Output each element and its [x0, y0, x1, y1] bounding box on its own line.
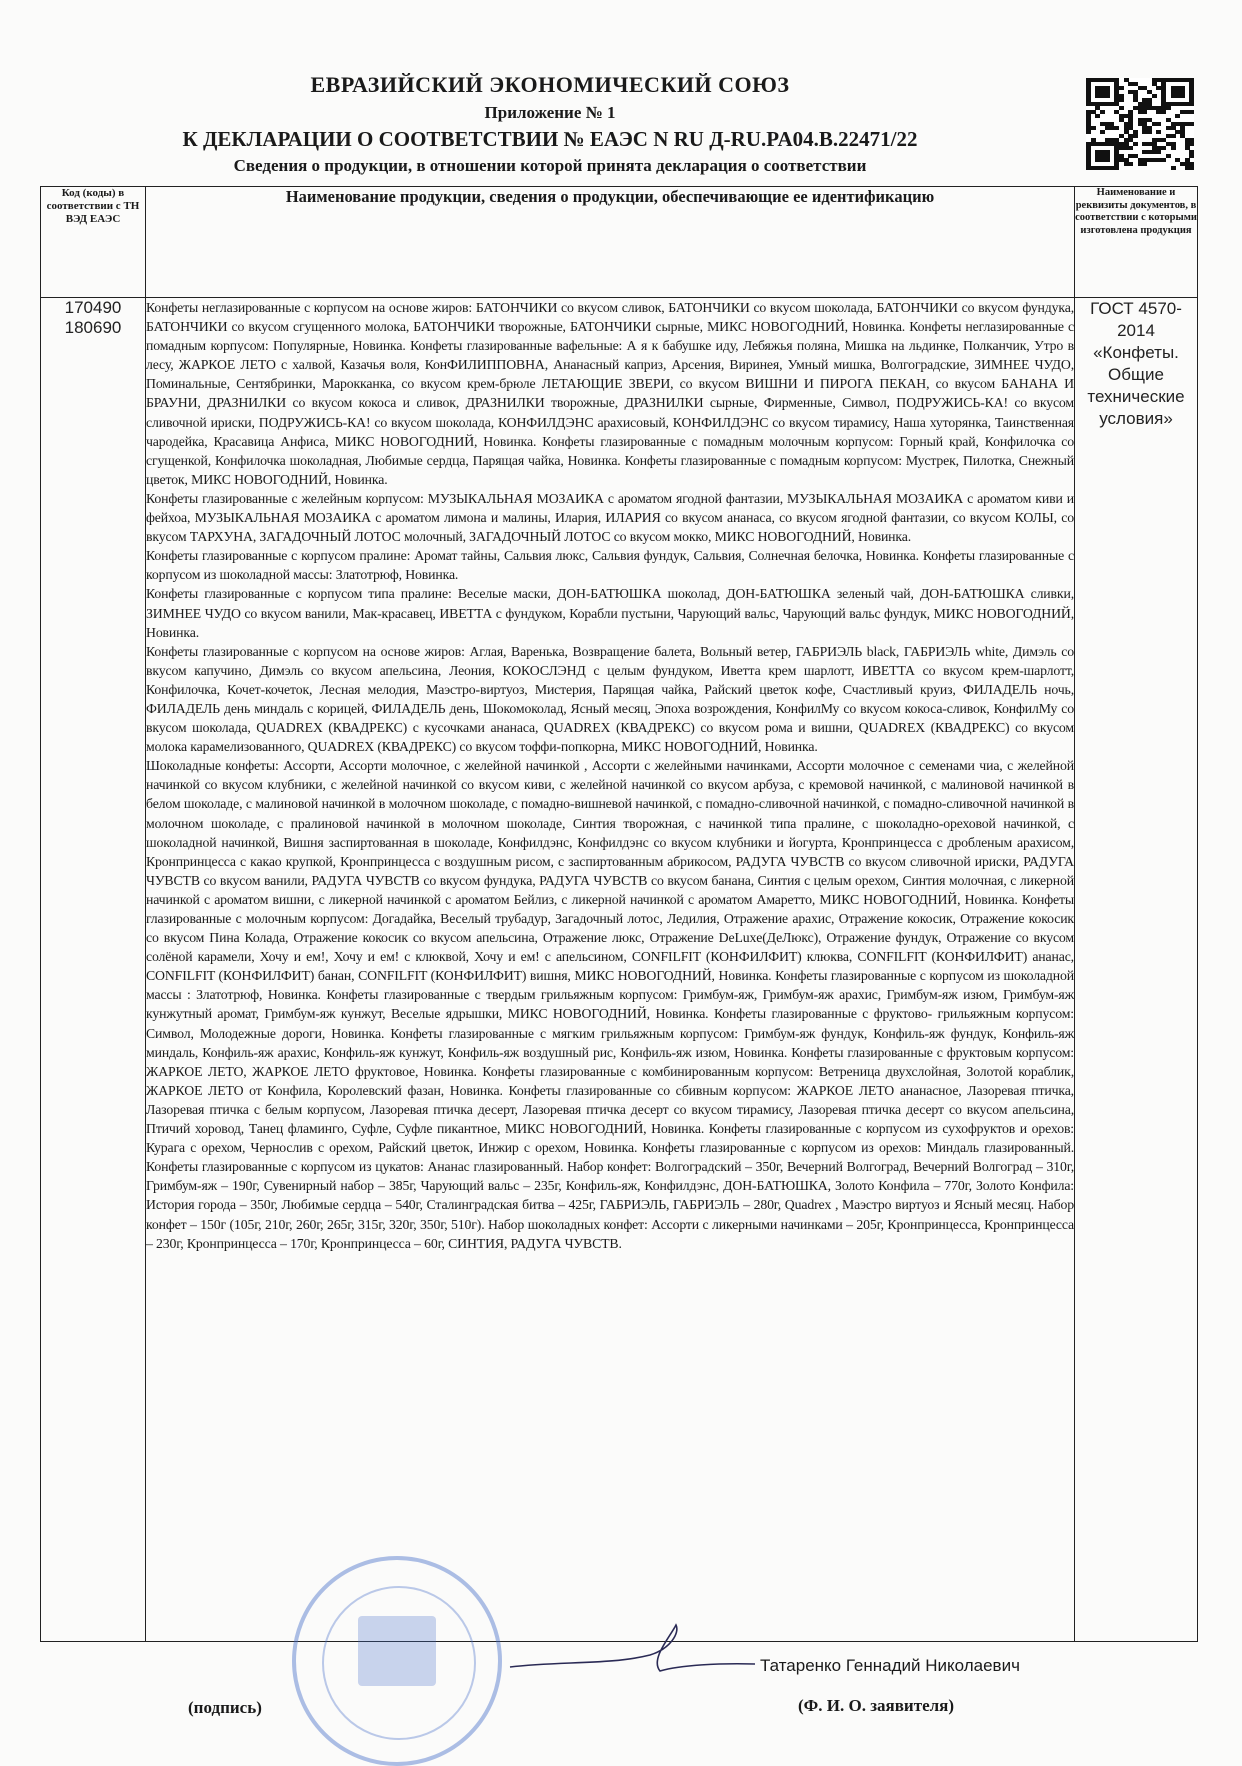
qr-module [1156, 130, 1161, 134]
document-column-header: Наименование и реквизиты документов, в соответствии с которыми изготовлена продукция [1075, 187, 1198, 298]
seal-stamp-icon [292, 1556, 502, 1766]
qr-module [1091, 126, 1096, 130]
product-paragraph: Конфеты глазированные с желейным корпусом: МУЗЫКАЛЬНАЯ МОЗАИКА с ароматом ягодной фантазии, МУЗЫКАЛЬНАЯ МОЗАИКА с ароматом киви и фейхоа, МУЗЫКАЛЬНАЯ МОЗАИКА с ароматом лимона и малины, Илария, ИЛАРИЯ со вкусом ананаса, со вкусом ягодной фантазии, со вкусом КОЛЫ, со вкусом ТАРХУНА, ЗАГАДОЧНЫЙ ЛОТОС молочный, ЗАГАДОЧНЫЙ ЛОТОС со вкусом мокко, МИКС НОВОГОДНИЙ, Новинка. [146, 490, 1074, 545]
qr-module [1119, 106, 1124, 110]
qr-module [1100, 130, 1105, 134]
product-paragraph: Конфеты глазированные с корпусом пралине: Аромат тайны, Сальвия люкс, Сальвия фундук, Сальвия, Солнечная белочка, Новинка. Конфеты глазированные с корпусом из шоколадной массы: Златотрюф, Новинка. [146, 548, 1074, 583]
declaration-number: К ДЕКЛАРАЦИИ О СООТВЕТСТВИИ № ЕАЭС N RU Д-RU.PA04.B.22471/22 [182, 127, 918, 151]
qr-module [1105, 158, 1110, 162]
qr-module [1175, 114, 1180, 118]
qr-module [1142, 162, 1147, 166]
qr-module [1133, 134, 1138, 138]
qr-module [1119, 98, 1124, 102]
hs-code: 170490 [64, 298, 122, 317]
product-description-cell [146, 298, 1075, 1642]
qr-module [1171, 146, 1176, 150]
qr-module [1161, 146, 1166, 150]
qr-module [1152, 94, 1157, 98]
code-column-header: Код (коды) в соответствии с ТН ВЭД ЕАЭС [41, 187, 146, 298]
fio-label: (Ф. И. О. заявителя) [798, 1696, 955, 1715]
qr-module [1189, 142, 1194, 146]
qr-module [1161, 110, 1166, 114]
qr-module [1086, 130, 1091, 134]
qr-module [1105, 94, 1110, 98]
qr-module [1161, 158, 1166, 162]
union-title: ЕВРАЗИЙСКИЙ ЭКОНОМИЧЕСКИЙ СОЮЗ [310, 72, 790, 97]
product-paragraph: Конфеты глазированные с корпусом на основе жиров: Аглая, Варенька, Возвращение балета, Вольный ветер, ГАБРИЭЛЬ black, ГАБРИЭЛЬ white, Димэль со вкусом капучино, Димэль со вкусом апельсина, Леония, КОКОСЛЭНД с целым фундуком, Иветта крем шарлотт, ИВЕТТА со вкусом крем-шарлотт, Конфилочка, Кочет-кочеток, Лесная мелодия, Маэстро-виртуоз, Мистерия, Парящая чайка, Райский цветок кофе, Счастливый круиз, ФИЛАДЕЛЬ ночь, ФИЛАДЕЛЬ день миндаль с корицей, ФИЛАДЕЛЬ день, Шокомоколад, Ясный месяц, Эпоха возрождения, КонфилМу со вкусом кокоса-сливок, КонфилМу со вкусом шоколада, QUADREX (КВАДРЕКС) с кусочками ананаса, QUADREX (КВАДРЕКС) со вкусом рома и вишни, QUADREX (КВАДРЕКС) со вкусом молока карамелизованного, QUADREX (КВАДРЕКС) со вкусом тоффи-попкорна, МИКС НОВОГОДНИЙ, Новинка. [146, 643, 1074, 755]
product-paragraph: Шоколадные конфеты: Ассорти, Ассорти молочное, с желейной начинкой , Ассорти с желейными начинками, Ассорти молочное с семенами чиа, с желейной начинкой со вкусом клубники, с желейной начинкой со вкусом киви, с желейной начинкой со вкусом арбуза, с кремовой начинкой, с малиновой начинкой в белом шоколаде, с малиновой начинкой в молочном шоколаде, с помадно-вишневой начинкой, с помадно-сливочной начинкой, с помадно-сливочной начинкой в молочном шоколаде, с пралиновой начинкой в молочном шоколаде, Синтия творожная, с начинкой типа пралине, с шоколадно-ореховой начинкой, с шоколадной начинкой, Вишня заспиртованная в шоколаде, Конфилдэнс, Конфилдэнс со вкусом клубники и йогурта, Кронпринцесса с дробленым арахисом, Кронпринцесса с какао крупкой, Кронпринцесса с воздушным рисом, с заспиртованным абрикосом, РАДУГА ЧУВСТВ со вкусом сливочной ириски, РАДУГА ЧУВСТВ со вкусом ванили, РАДУГА ЧУВСТВ со вкусом фундука, РАДУГА ЧУВСТВ со вкусом банана, Синтия с целым орехом, Синтия молочная, с ликерной начинкой с ароматом вишни, с ликерной начинкой с ароматом Бейлиз, с ликерной начинкой с ароматом Амаретто, МИКС НОВОГОДНИЙ, Новинка. Конфеты глазированные с молочным корпусом: Догадайка, Веселый трубадур, Загадочный лотос, Ледилия, Отражение арахис, Отражение кокосик, Отражение кокосик со вкусом Пина Колада, Отражение кокосик со вкусом апельсина, Отражение люкс, Отражение DeLuxe(ДеЛюкс), Отражение фундук, Отражение со вкусом солёной карамели, Хочу и ем!, Хочу и ем! с клюквой, Хочу и ем! с апельсином, CONFILFIT (КОНФИЛФИТ) клюква, CONFILFIT (КОНФИЛФИТ) ананас, CONFILFIT (КОНФИЛФИТ) банан, CONFILFIT (КОНФИЛФИТ) вишня, МИКС НОВОГОДНИЙ, Новинка. Конфеты глазированные с корпусом из шоколадной массы : Златотрюф, Новинка. Конфеты глазированные с твердым грильяжным корпусом: Гримбум-яж, Гримбум-яж арахис, Гримбум-яж изюм, Гримбум-яж кунжутный аромат, Гримбум-яж кунжут, Веселые ядрышки, МИКС НОВОГОДНИЙ, Новинка. Конфеты глазированные с фруктово- грильяжным корпусом: Символ, Молодежные дороги, Новинка. Конфеты глазированные с мягким грильяжным корпусом: Гримбум-яж фундук, Конфиль-яж фундук, Конфиль-яж миндаль, Конфиль-яж арахис, Конфиль-яж кунжут, Конфиль-яж воздушный рис, Конфиль-яж изюм, Новинка. Конфеты глазированные с фруктовым корпусом: ЖАРКОЕ ЛЕТО, ЖАРКОЕ ЛЕТО фруктовое, Новинка. Конфеты глазированные с комбинированным корпусом: Ветреница двухслойная, Золотой кораблик, ЖАРКОЕ ЛЕТО от Конфила, Королевский фазан, Новинка. Конфеты глазированные со сбивным корпусом: ЖАРКОЕ ЛЕТО ананасное, Лазоревая птичка, Лазоревая птичка с белым корпусом, Лазоревая птичка десерт, Лазоревая птичка десерт со вкусом тирамису, Лазоревая птичка десерт со вкусом апельсина, Птичий хоровод, Танец фламинго, Суфле, Суфле пикантное, МИКС НОВОГОДНИЙ, Новинка. Конфеты глазированные с корпусом из сухофруктов и орехов: Курага с орехом, Чернослив с орехом, Райский цветок, Инжир с орехом, Новинка. Конфеты глазированные с корпусом из орехов: Миндаль глазированный. Конфеты глазированные с корпусом из цукатов: Ананас глазированный. Набор конфет: Волгоградский – 350г, Вечерний Волгоград, Вечерний Волгоград – 310г, Гримбум-яж – 190г, Сувенирный набор – 385г, Чарующий вальс – 235г, Конфиль-яж, Конфилдэнс, ДОН-БАТЮШКА, Золото Конфила – 770г, Золото Конфила: История города – 350г, Любимые сердца – 540г, Сталинградская битва – 425г, ГАБРИЭЛЬ, ГАБРИЭЛЬ – 280г, Quadrex , Маэстро виртуоз и Ясный месяц. Набор конфет – 150г (105г, 210г, 260г, 265г, 315г, 320г, 350г, 510г). Набор шоколадных конфет: Ассорти с ликерными начинками – 205г, Кронпринцесса, Кронпринцесса – 230г, Кронпринцесса – 170г, Кронпринцесса – 60г, СИНТИЯ, РАДУГА ЧУВСТВ. [146, 758, 1074, 1251]
qr-module [1189, 110, 1194, 114]
qr-module [1189, 154, 1194, 158]
qr-module [1095, 114, 1100, 118]
table-row [41, 298, 1198, 1642]
qr-module [1128, 146, 1133, 150]
qr-module [1128, 162, 1133, 166]
product-paragraph: Конфеты неглазированные с корпусом на основе жиров: БАТОНЧИКИ со вкусом сливок, БАТОНЧИКИ со вкусом шоколада, БАТОНЧИКИ со вкусом фундука, БАТОНЧИКИ со вкусом сгущенного молока, БАТОНЧИКИ творожные, БАТОНЧИКИ сырные, МИКС НОВОГОДНИЙ, Новинка. Конфеты неглазированные с помадным корпусом: Популярные, Новинка. Конфеты глазированные вафельные: А я к бабушке иду, Лебяжья поляна, Мишка на льдинке, Полканчик, Утро в лесу, ЖАРКОЕ ЛЕТО с халвой, Казачья воля, КонФИЛИППОВНА, Ананасный каприз, Арсения, Виринея, Умный мишка, Волгоградские, ЗИМНЕЕ ЧУДО, Поминальные, Сентябринки, Марокканка, со вкусом крем-брюле ЛЕТАЮЩИЕ ЗВЕРИ, со вкусом ВИШНИ И ПИРОГА ПЕКАН, со вкусом БАНАНА И БРАУНИ, ДРАЗНИЛКИ со вкусом кокоса и сливок, ДРАЗНИЛКИ творожные, ДРАЗНИЛКИ сырные, Фирменные, Символ, ПОДРУЖИСЬ-КА! со вкусом сливочной ириски, ПОДРУЖИСЬ-КА! со вкусом шоколада, КОНФИЛДЭНС арахисовый, КОНФИЛДЭНС со вкусом тирамису, Наша хуторянка, Таинственная чародейка, Красавица Анфиса, МИКС НОВОГОДНИЙ, Новинка. Конфеты глазированные с помадным молочным корпусом: Горный край, Конфилочка со сгущенкой, Конфилочка шоколадная, Любимые сердца, Парящая чайка, Новинка. Конфеты глазированные с помадным корпусом: Мустрек, Пилотка, Снежный цветок, МИКС НОВОГОДНИЙ, Новинка. [146, 300, 1074, 487]
qr-module [1156, 150, 1161, 154]
qr-module [1114, 126, 1119, 130]
qr-module [1133, 142, 1138, 146]
qr-module [1147, 130, 1152, 134]
document-subtitle: Сведения о продукции, в отношении которой принята декларация о соответствии [233, 156, 867, 175]
signature-label: (подпись) [188, 1698, 262, 1717]
table-header-row [41, 187, 1198, 298]
hs-codes-cell [41, 298, 146, 1642]
qr-module [1156, 122, 1161, 126]
product-table [40, 186, 1198, 1642]
hs-code: 180690 [64, 318, 122, 337]
applicant-name: Татаренко Геннадий Николаевич [760, 1656, 1020, 1675]
qr-module [1171, 166, 1176, 170]
seal-emblem-icon [358, 1616, 436, 1686]
qr-code-icon [1086, 78, 1194, 170]
qr-module [1142, 110, 1147, 114]
qr-module [1189, 102, 1194, 106]
qr-module [1119, 86, 1124, 90]
name-column-header: Наименование продукции, сведения о продукции, обеспечивающие ее идентификацию [146, 187, 1075, 298]
qr-module [1171, 134, 1176, 138]
handwritten-signature-icon [500, 1615, 760, 1685]
qr-module [1100, 110, 1105, 114]
qr-module [1166, 106, 1171, 110]
product-paragraph: Конфеты глазированные с корпусом типа пралине: Веселые маски, ДОН-БАТЮШКА шоколад, ДОН-БАТЮШКА зеленый чай, ДОН-БАТЮШКА сливки, ЗИМНЕЕ ЧУДО со вкусом ванили, Мак-красавец, ИВЕТТА с фундуком, Корабли пустыни, Чарующий вальс, Чарующий вальс фундук, МИКС НОВОГОДНИЙ, Новинка. [146, 586, 1074, 640]
qr-module [1189, 166, 1194, 170]
appendix-label: Приложение № 1 [484, 103, 616, 122]
standard-reference: ГОСТ 4570-2014 «Конфеты. Общие технические условия» [1087, 299, 1185, 428]
qr-module [1114, 166, 1119, 170]
qr-module [1189, 122, 1194, 126]
qr-module [1166, 154, 1171, 158]
standard-cell [1075, 298, 1198, 1642]
qr-module [1180, 94, 1185, 98]
